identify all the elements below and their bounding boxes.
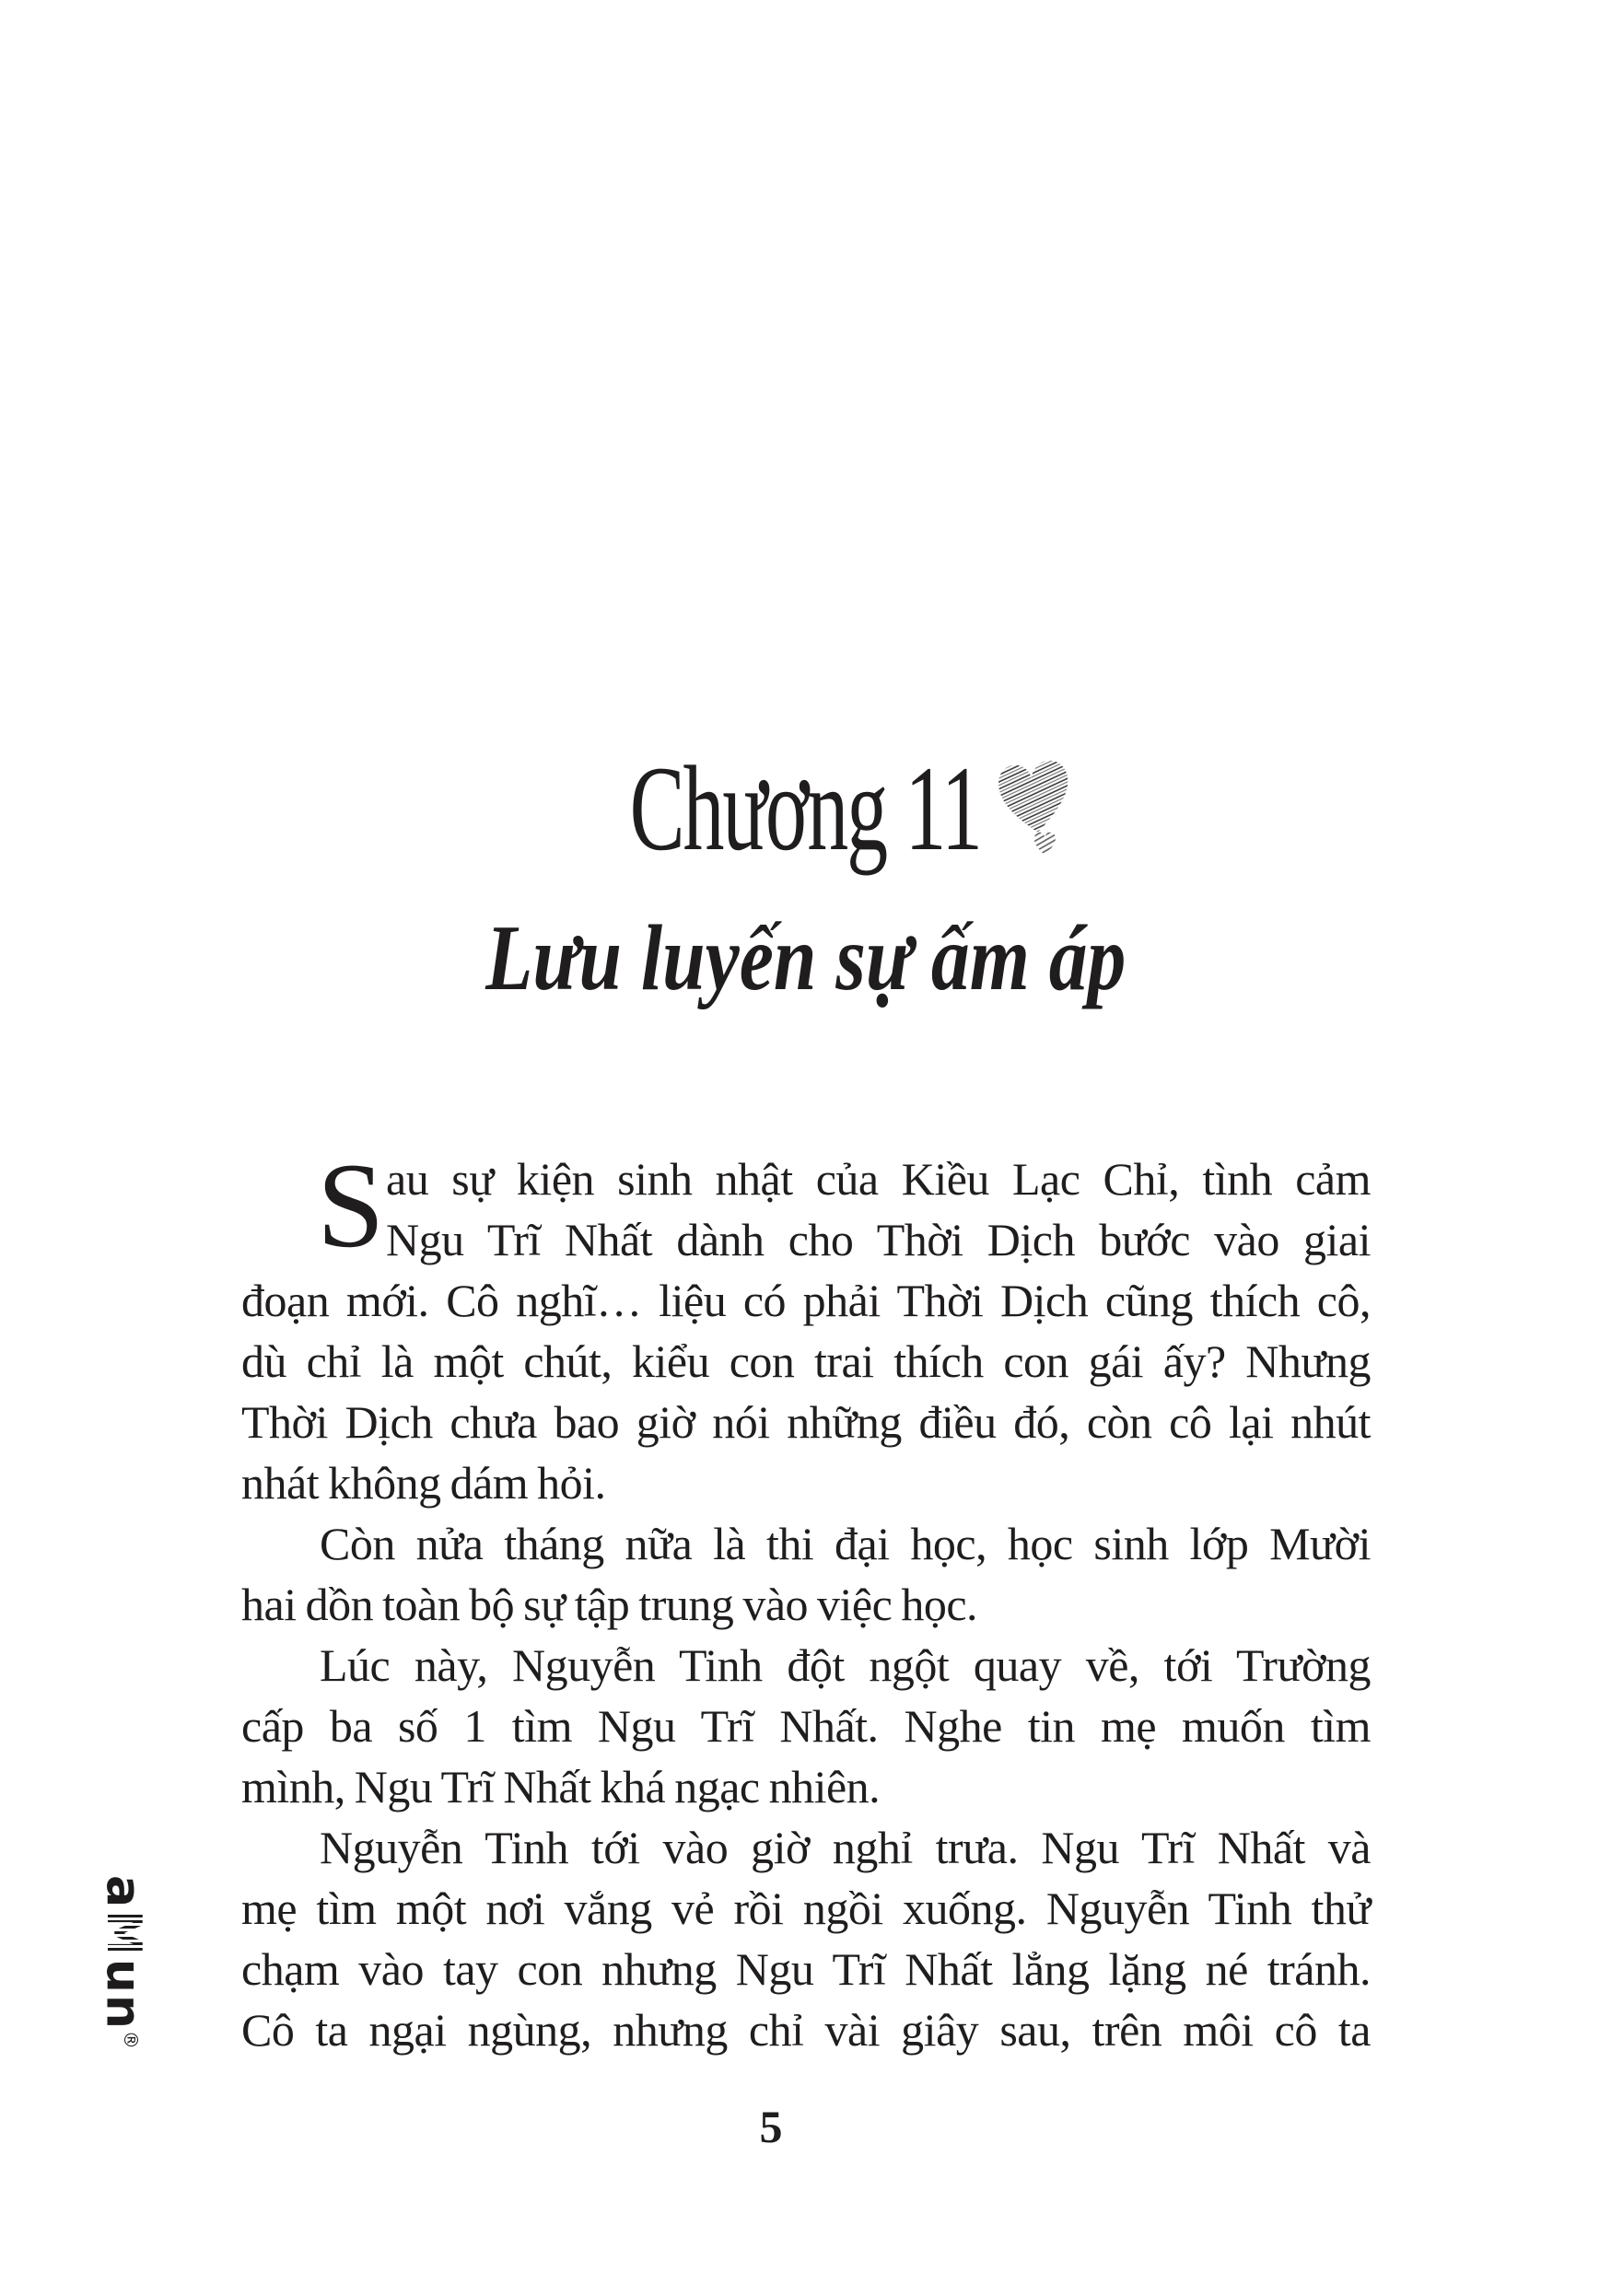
- chapter-title-text: Lưu luyến sự ấm áp: [484, 906, 1127, 1010]
- body-text: [241, 1137, 1371, 2060]
- body-line: mẹ tìm một nơi vắng vẻ rồi ngồi xuống. Nguyễn Tinh thử: [241, 1882, 1371, 1934]
- chapter-title: [0, 907, 1611, 1010]
- publisher-logo: [95, 1875, 155, 2049]
- body-line: cấp ba số 1 tìm Ngu Trĩ Nhất. Nghe tin mẹ muốn tìm: [241, 1700, 1371, 1752]
- drop-cap: S: [317, 1137, 384, 1273]
- body-line: đoạn mới. Cô nghĩ… liệu có phải Thời Dịch cũng thích cô,: [241, 1275, 1371, 1326]
- logo-letter-m-striped: M: [95, 1909, 151, 1959]
- body-line: Còn nửa tháng nữa là thi đại học, học sinh lớp Mười: [320, 1518, 1371, 1569]
- body-line: au sự kiện sinh nhật của Kiều Lạc Chỉ, tình cảm: [386, 1153, 1371, 1205]
- body-line: Lúc này, Nguyễn Tinh đột ngột quay về, tới Trường: [320, 1639, 1371, 1691]
- body-line: Thời Dịch chưa bao giờ nói những điều đó, còn cô lại nhút: [241, 1396, 1371, 1448]
- scribble-heart-icon: [995, 752, 1078, 860]
- registered-trademark-icon: ®: [120, 2030, 142, 2049]
- body-line: mình, Ngu Trĩ Nhất khá ngạc nhiên.: [241, 1761, 881, 1812]
- publisher-logo-text: [95, 1875, 155, 2049]
- chapter-label: Chương 11: [629, 740, 982, 876]
- page-number: 5: [759, 2101, 783, 2152]
- chapter-heading: [0, 740, 1611, 876]
- body-line: Nguyễn Tinh tới vào giờ nghỉ trưa. Ngu Trĩ Nhất và: [320, 1822, 1371, 1873]
- body-line: chạm vào tay con nhưng Ngu Trĩ Nhất lẳng lặng né tránh.: [241, 1943, 1371, 1995]
- body-line: nhát không dám hỏi.: [241, 1457, 606, 1509]
- body-line: hai dồn toàn bộ sự tập trung vào việc học.: [241, 1579, 978, 1630]
- logo-letter-a: a: [95, 1875, 151, 1910]
- logo-letters-un: un: [95, 1958, 151, 2031]
- body-line: Cô ta ngại ngùng, nhưng chỉ vài giây sau, trên môi cô ta: [241, 2004, 1371, 2056]
- body-line: dù chỉ là một chút, kiểu con trai thích con gái ấy? Nhưng: [241, 1335, 1371, 1387]
- body-line: Ngu Trĩ Nhất dành cho Thời Dịch bước vào giai: [386, 1214, 1371, 1265]
